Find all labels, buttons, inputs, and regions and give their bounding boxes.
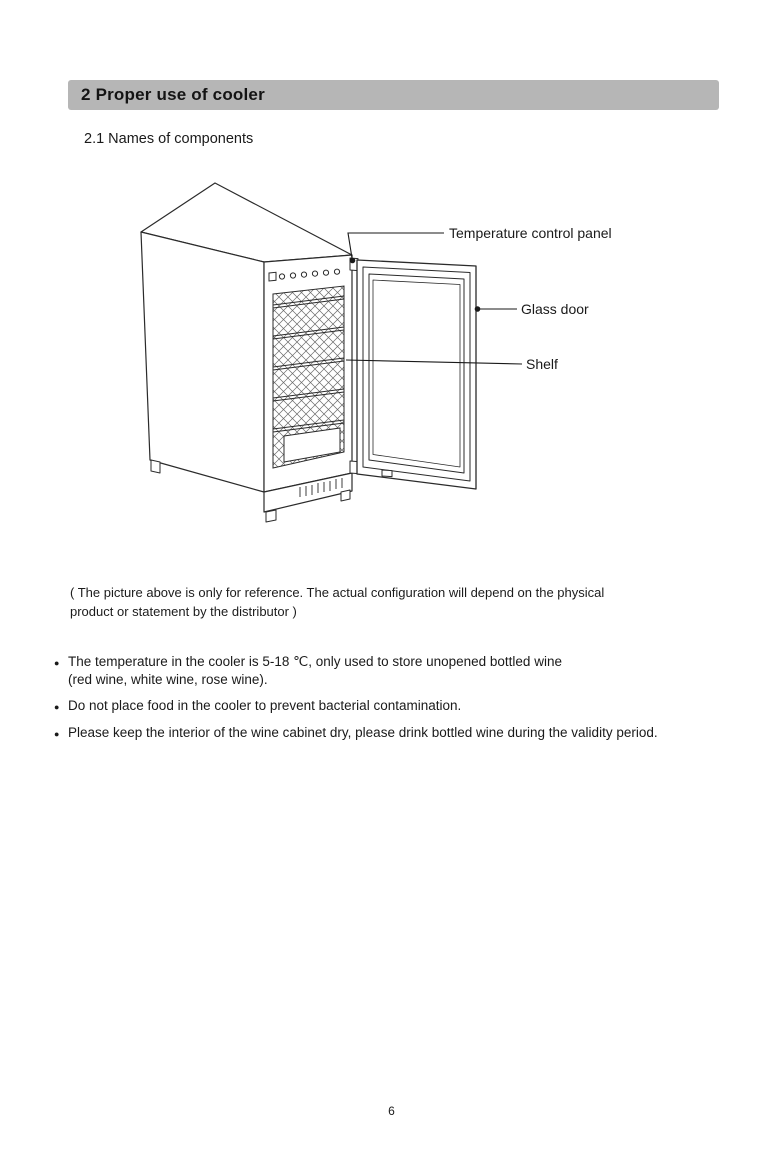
- section-title: 2 Proper use of cooler: [81, 85, 265, 104]
- label-glass-door: Glass door: [521, 301, 589, 317]
- list-item-temperature-line2: (red wine, white wine, rose wine).: [68, 672, 268, 687]
- interior-shelves: [273, 286, 344, 468]
- list-item-keep-dry: [54, 724, 776, 743]
- list-item-temperature: [54, 653, 776, 689]
- list-item-no-food: [54, 697, 776, 716]
- reference-note-line2: product or statement by the distributor ): [70, 604, 297, 619]
- usage-notes-list: [54, 653, 776, 751]
- reference-note: [70, 583, 604, 621]
- reference-note-line1: ( The picture above is only for reference. The actual configuration will depend on the physical: [70, 585, 605, 600]
- cooler-line-drawing: [0, 0, 783, 560]
- glass-door-drawing: [350, 258, 476, 489]
- bullet-icon: [54, 697, 68, 716]
- page-number: 6: [388, 1104, 395, 1118]
- list-item-text: Please keep the interior of the wine cabinet dry, please drink bottled wine during the validity period.: [68, 725, 658, 740]
- list-item-temperature-line1: The temperature in the cooler is 5-18 ℃, only used to store unopened bottled wine: [68, 654, 562, 669]
- list-item-text: Do not place food in the cooler to prevent bacterial contamination.: [68, 698, 462, 713]
- subsection-title: 2.1 Names of components: [84, 131, 254, 147]
- label-temperature-control-panel: Temperature control panel: [449, 225, 612, 241]
- label-shelf: Shelf: [526, 356, 558, 372]
- bullet-icon: [54, 653, 68, 689]
- bullet-icon: [54, 724, 68, 743]
- list-item-text: [68, 653, 562, 689]
